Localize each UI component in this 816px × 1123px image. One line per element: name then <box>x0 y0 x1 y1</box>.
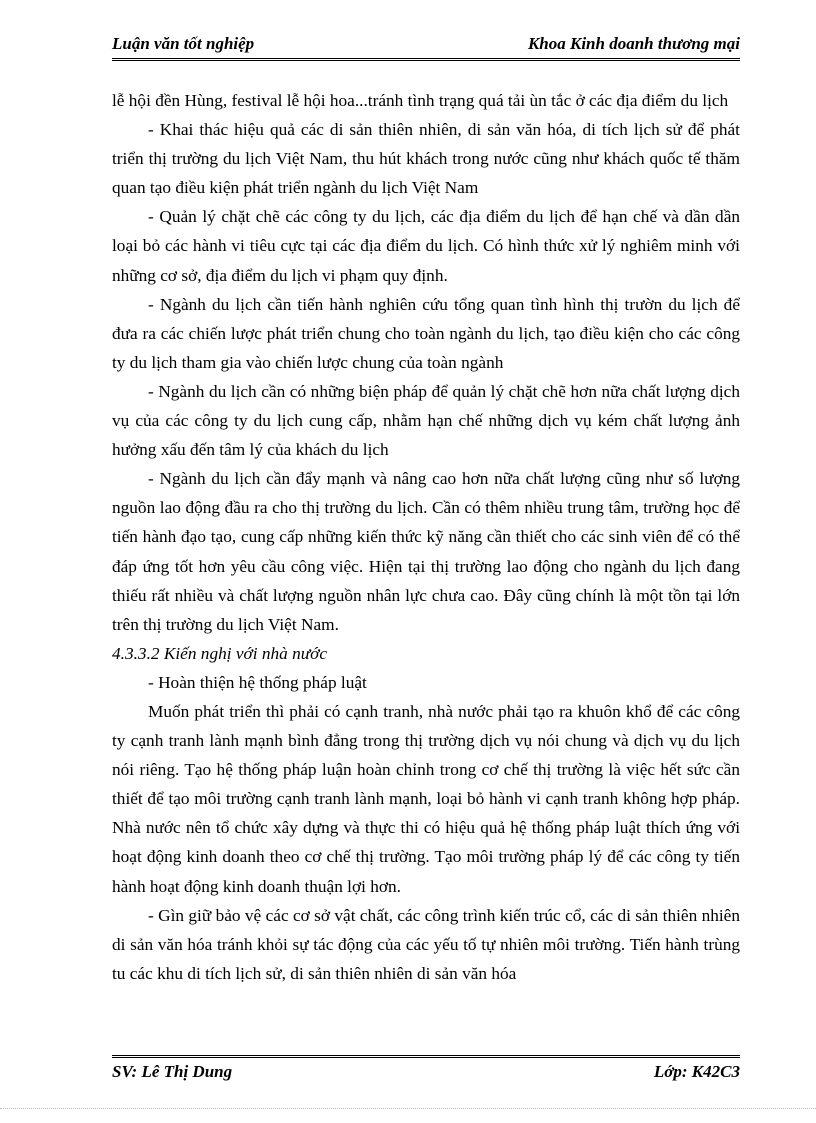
paragraph: - Gìn giữ bảo vệ các cơ sở vật chất, các công trình kiến trúc cổ, các di sản thiên nhiên di sản văn hóa tránh khỏi sự tác động của các yếu tố tự nhiên môi trường. Tiến hành trùng tu các khu di tích lịch sử, di sản thiên nhiên di sản văn hóa <box>112 905 740 983</box>
section-heading: 4.3.3.2 Kiến nghị với nhà nước <box>112 643 328 663</box>
paragraph: - Khai thác hiệu quả các di sản thiên nhiên, di sản văn hóa, di tích lịch sử để phát triển thị trường du lịch Việt Nam, thu hút khách trong nước cũng như khách quốc tế thăm quan tạo điều kiện phát triển ngành du lịch Việt Nam <box>112 120 740 198</box>
paragraph: - Ngành du lịch cần có những biện pháp để quản lý chặt chẽ hơn nữa chất lượng dịch vụ của các công ty du lịch cung cấp, nhằm hạn chế những dịch vụ kém chất lượng ảnh hưởng xấu đến tâm lý của khách du lịch <box>112 381 740 460</box>
paragraph: - Quản lý chặt chẽ các công ty du lịch, các địa điểm du lịch để hạn chế và dần dần loại bỏ các hành vi tiêu cực tại các địa điểm du lịch. Có hình thức xử lý nghiêm minh với những cơ sở, địa điểm du lịch vi phạm quy định. <box>112 207 740 285</box>
paragraph: - Ngành du lịch cần tiến hành nghiên cứu tổng quan tình hình thị trườn du lịch để đưa ra các chiến lược phát triển chung cho toàn ngành du lịch, tạo điều kiện cho các công ty du lịch tham gia vào chiến lược chung của toàn ngành <box>112 294 740 372</box>
paragraph: - Ngành du lịch cần đẩy mạnh và nâng cao hơn nữa chất lượng cũng như số lượng nguồn lao động đầu ra cho thị trường du lịch. Cần có thêm nhiều trung tâm, trường học để tiến hành đạo tạo, cung cấp những kiến thức kỹ năng cần thiết cho các sinh viên để có thể đáp ứng tốt hơn yêu cầu công việc. Hiện tại thị trường lao động cho ngành du lịch đang thiếu rất nhiều và chất lượng nguồn nhân lực chưa cao. Đây cũng chính là một tồn tại lớn trên thị trường du lịch Việt Nam. <box>112 469 740 634</box>
header-faculty-label: Khoa Kinh doanh thương mại <box>527 34 740 53</box>
paragraph: Muốn phát triển thì phải có cạnh tranh, nhà nước phải tạo ra khuôn khổ để các công ty cạnh tranh lành mạnh bình đẳng trong thị trường dịch vụ nói chung và dịch vụ du lịch nói riêng. Tạo hệ thống pháp luận hoàn chỉnh trong cơ chế thị trường là việc hết sức cần thiết để tạo môi trường cạnh tranh lành mạnh, loại bỏ hành vi cạnh tranh không hợp pháp. Nhà nước nên tổ chức xây dựng và thực thi có hiệu quả hệ thống pháp luật thích ứng với hoạt động kinh doanh theo cơ chế thị trường. Tạo môi trường pháp lý để các công ty tiến hành hoạt động kinh doanh thuận lợi hơn. <box>112 701 740 896</box>
page-footer <box>112 1055 740 1088</box>
footer-student-name: SV: Lê Thị Dung <box>112 1062 233 1081</box>
document-body <box>112 86 740 988</box>
paragraph: lễ hội đền Hùng, festival lễ hội hoa...tránh tình trạng quá tải ùn tắc ở các địa điểm du lịch <box>112 91 729 110</box>
header-thesis-label: Luận văn tốt nghiệp <box>112 34 255 53</box>
paragraph: - Hoàn thiện hệ thống pháp luật <box>148 672 367 692</box>
page-edge-divider <box>0 1108 816 1109</box>
footer-class-label: Lớp: K42C3 <box>653 1062 740 1081</box>
page-header <box>112 32 740 61</box>
